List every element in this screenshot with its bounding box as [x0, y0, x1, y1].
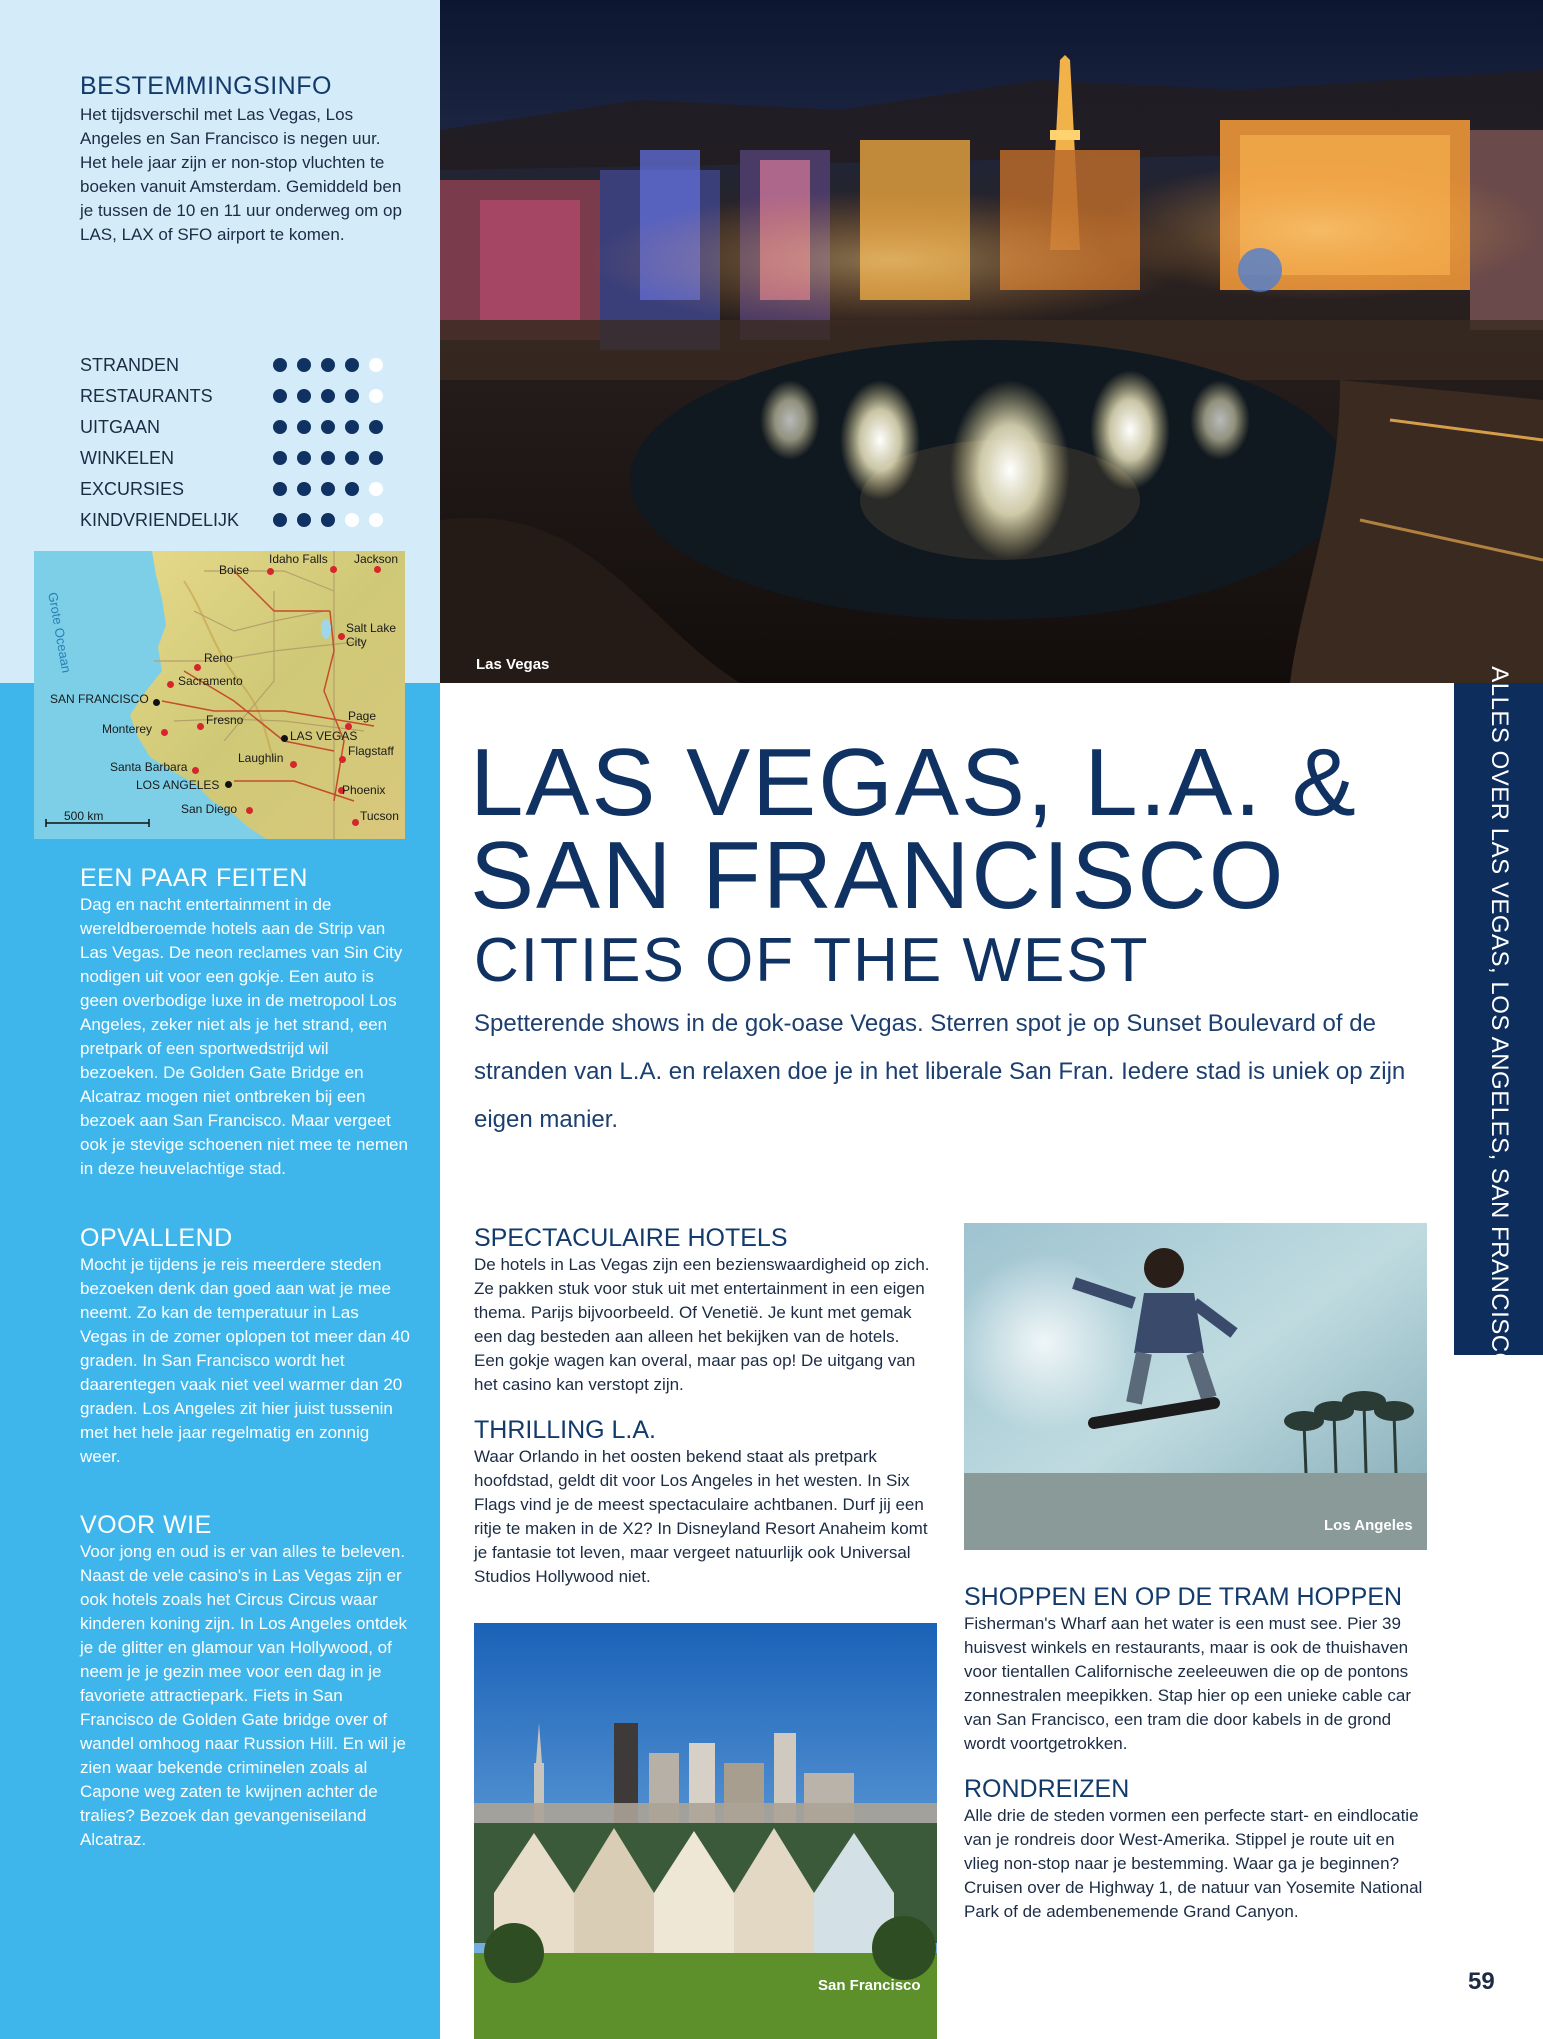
- rating-dot-filled: [273, 389, 287, 403]
- rating-dot-filled: [273, 513, 287, 527]
- map-city-label: San Diego: [181, 802, 238, 816]
- rating-dots: [273, 451, 383, 465]
- rating-dot-filled: [297, 389, 311, 403]
- rating-dot-empty: [369, 513, 383, 527]
- tour-heading: RONDREIZEN: [964, 1775, 1130, 1803]
- rating-dot-filled: [297, 482, 311, 496]
- map-city-dot: [290, 761, 297, 768]
- hero-photo-caption: Las Vegas: [476, 656, 550, 673]
- map-ocean-label: Grote Oceaan: [45, 591, 75, 675]
- map-city-label: Santa Barbara: [110, 760, 188, 774]
- map-city-label: Page: [348, 709, 377, 723]
- rating-dot-filled: [321, 420, 335, 434]
- la-photo-caption: Los Angeles: [1324, 1517, 1413, 1534]
- rating-label: RESTAURANTS: [80, 386, 213, 406]
- map-city-label: Idaho Falls: [269, 552, 328, 566]
- map-city-label: Tucson: [360, 809, 399, 823]
- map-city-dot: [330, 566, 337, 573]
- map-city-dot: [246, 807, 253, 814]
- notable-heading: OPVALLEND: [80, 1224, 233, 1252]
- map-city-label: Boise: [219, 563, 250, 577]
- rating-dot-filled: [345, 482, 359, 496]
- intro-paragraph: Spetterende shows in de gok-oase Vegas. Sterren spot je op Sunset Boulevard of de stranden van L.A. en relaxen doe je in het liberale San Fran. Iedere stad is uniek op zijn eigen manier.: [474, 1010, 1406, 1133]
- shop-text: Fisherman's Wharf aan het water is een must see. Pier 39 huisvest winkels en restaurants, maar is ook de thuishaven voor tientallen Californische zeeleeuwen die op de pontons zonnestralen meepikken. Stap hier op een unieke cable car van San Francisco, een tram die door kabels in de grond wordt voortgetrokken.: [964, 1614, 1412, 1753]
- rating-dot-filled: [273, 451, 287, 465]
- map-city-dot: [225, 781, 232, 788]
- map-city-label: Reno: [204, 651, 233, 665]
- map-city-dot: [338, 633, 345, 640]
- rating-dots: [273, 358, 383, 372]
- rating-dot-empty: [369, 482, 383, 496]
- map-city-label: Monterey: [102, 722, 153, 736]
- map-city-label: LAS VEGAS: [290, 729, 358, 743]
- map-city-label: City: [346, 635, 367, 649]
- rating-dots: [273, 513, 383, 527]
- map-city-dot: [339, 756, 346, 763]
- info-text: Het tijdsverschil met Las Vegas, Los Angeles en San Francisco is negen uur. Het hele jaar zijn er non-stop vluchten te boeken vanuit Amsterdam. Gemiddeld ben je tussen de 10 en 11 uur onderweg om op LAS, LAX of SFO airport te komen.: [80, 105, 402, 244]
- region-map: [34, 551, 405, 839]
- rating-row: [80, 412, 400, 443]
- map-city-label: Salt Lake: [346, 621, 397, 635]
- rating-dot-filled: [297, 358, 311, 372]
- rating-dot-filled: [345, 389, 359, 403]
- thrill-text: Waar Orlando in het oosten bekend staat als pretpark hoofdstad, geldt dit voor Los Angeles in het westen. In Six Flags vind je de meest spectaculaire achtbanen. Durf jij een ritje te maken in de X2? In Disneyland Resort Anaheim komt je fantasie tot leven, maar vergeet natuurlijk ook Universal Studios Hollywood niet.: [474, 1447, 928, 1586]
- sf-photo-caption: San Francisco: [818, 1977, 921, 1994]
- vertical-section-tab: [1454, 666, 1543, 1372]
- map-city-label: Fresno: [206, 713, 244, 727]
- who-heading: VOOR WIE: [80, 1511, 212, 1539]
- rating-dots: [273, 420, 383, 434]
- map-city-dot: [167, 681, 174, 688]
- page-title-line1: LAS VEGAS, L.A. &: [470, 729, 1358, 836]
- rating-dots: [273, 389, 383, 403]
- shop-heading: SHOPPEN EN OP DE TRAM HOPPEN: [964, 1583, 1403, 1611]
- map-city-label: Jackson: [354, 552, 399, 566]
- rating-dot-filled: [297, 420, 311, 434]
- rating-row: [80, 505, 400, 536]
- rating-dot-empty: [369, 389, 383, 403]
- map-city-dot: [352, 819, 359, 826]
- las-vegas-night-image: [440, 0, 1543, 683]
- rating-label: STRANDEN: [80, 355, 180, 375]
- who-text: Voor jong en oud is er van alles te beleven. Naast de vele casino's in Las Vegas zijn er ook hotels zoals het Circus Circus waar kinderen koning zijn. In Los Angeles ontdek je de glitter en glamour van Hollywood, of neem je je gezin mee voor een dag in je favoriete attractiepark. Fiets in San Francisco de Golden Gate bridge over of wandel omhoog naar Russion Hill. En wil je zien waar bekende criminelen zoals al Capone weg zaten te kwijnen achter de tralies? Bezoek dan gevangeniseiland Alcatraz.: [80, 1542, 408, 1849]
- rating-dot-filled: [273, 420, 287, 434]
- map-city-dot: [153, 699, 160, 706]
- map-city-label: Laughlin: [238, 751, 284, 765]
- rating-dot-filled: [273, 358, 287, 372]
- rating-label: UITGAAN: [80, 417, 161, 437]
- map-city-dot: [194, 664, 201, 671]
- rating-dot-filled: [369, 420, 383, 434]
- map-city-label: Phoenix: [342, 783, 386, 797]
- rating-dot-filled: [345, 451, 359, 465]
- hero-photo-las-vegas: [440, 0, 1543, 683]
- los-angeles-skater-image: [964, 1223, 1427, 1550]
- rating-dot-filled: [297, 451, 311, 465]
- map-scale-label: 500 km: [64, 809, 104, 823]
- rating-dot-filled: [273, 482, 287, 496]
- hotels-text: De hotels in Las Vegas zijn een bezienswaardigheid op zich. Ze pakken stuk voor stuk uit met entertainment in een eigen thema. Parijs bijvoorbeeld. Of Venetië. Je kunt met gemak een dag besteden aan alleen het bekijken van de hotels. Een gokje wagen kan overal, maar pas op! De uitgang van het casino kan verstopt zijn.: [474, 1255, 930, 1394]
- rating-dot-empty: [369, 358, 383, 372]
- facts-heading: EEN PAAR FEITEN: [80, 864, 308, 892]
- info-heading: BESTEMMINGSINFO: [80, 72, 332, 100]
- rating-row: [80, 381, 400, 412]
- page-number: 59: [1468, 1968, 1495, 1995]
- rating-dot-filled: [321, 389, 335, 403]
- rating-dot-empty: [345, 513, 359, 527]
- map-city-label: LOS ANGELES: [136, 778, 220, 792]
- rating-row: [80, 443, 400, 474]
- map-city-label: SAN FRANCISCO: [50, 692, 149, 706]
- rating-label: WINKELEN: [80, 448, 175, 468]
- rating-label: KINDVRIENDELIJK: [80, 510, 240, 530]
- vertical-tab-text: ALLES OVER LAS VEGAS, LOS ANGELES, SAN FRANCISCO: [1485, 666, 1513, 1372]
- rating-dot-filled: [321, 358, 335, 372]
- map-city-label: Flagstaff: [348, 744, 394, 758]
- rating-dot-filled: [345, 420, 359, 434]
- facts-text: Dag en nacht entertainment in de wereldberoemde hotels aan de Strip van Las Vegas. De neon reclames van Sin City nodigen uit voor een gokje. Een auto is geen overbodige luxe in de metropool Los Angeles, zeker niet als je het strand, een pretpark of een sportwedstrijd wil bezoeken. De Golden Gate Bridge en Alcatraz mogen niet ontbreken bij een bezoek aan San Francisco. Maar vergeet ook je stevige schoenen niet mee te nemen in deze heuvelachtige stad.: [80, 895, 408, 1178]
- page-subtitle: CITIES OF THE WEST: [474, 926, 1150, 995]
- map-city-label: Sacramento: [178, 674, 243, 688]
- map-city-dot: [192, 767, 199, 774]
- rating-dot-filled: [297, 513, 311, 527]
- rating-dot-filled: [345, 358, 359, 372]
- photo-los-angeles: [964, 1223, 1427, 1550]
- map-city-dot: [374, 566, 381, 573]
- rating-row: [80, 474, 400, 505]
- tour-text: Alle drie de steden vormen een perfecte start- en eindlocatie van je rondreis door West-Amerika. Stippel je route uit en vlieg non-stop naar je bestemming. Waar ga je beginnen? Cruisen over de Highway 1, de natuur van Yosemite National Park of de adembenemende Grand Canyon.: [964, 1806, 1423, 1921]
- rating-row: [80, 350, 400, 381]
- photo-san-francisco: [474, 1623, 937, 2039]
- rating-dot-filled: [321, 513, 335, 527]
- rating-label: EXCURSIES: [80, 479, 185, 499]
- map-city-dot: [281, 735, 288, 742]
- rating-dot-filled: [369, 451, 383, 465]
- rating-dots: [273, 482, 383, 496]
- map-city-dot: [197, 723, 204, 730]
- map-city-dot: [161, 729, 168, 736]
- rating-dot-filled: [321, 451, 335, 465]
- hotels-heading: SPECTACULAIRE HOTELS: [474, 1224, 788, 1252]
- notable-text: Mocht je tijdens je reis meerdere steden bezoeken denk dan goed aan wat je mee neemt. Zo kan de temperatuur in Las Vegas in de zomer oplopen tot meer dan 40 graden. In San Francisco wordt het daarentegen vaak niet veel warmer dan 20 graden. Los Angeles zit hier juist tussenin met het hele jaar regelmatig en zonnig weer.: [80, 1255, 410, 1466]
- page-title-line2: SAN FRANCISCO: [470, 822, 1286, 929]
- thrill-heading: THRILLING L.A.: [474, 1416, 656, 1444]
- map-city-dot: [267, 568, 274, 575]
- rating-dot-filled: [321, 482, 335, 496]
